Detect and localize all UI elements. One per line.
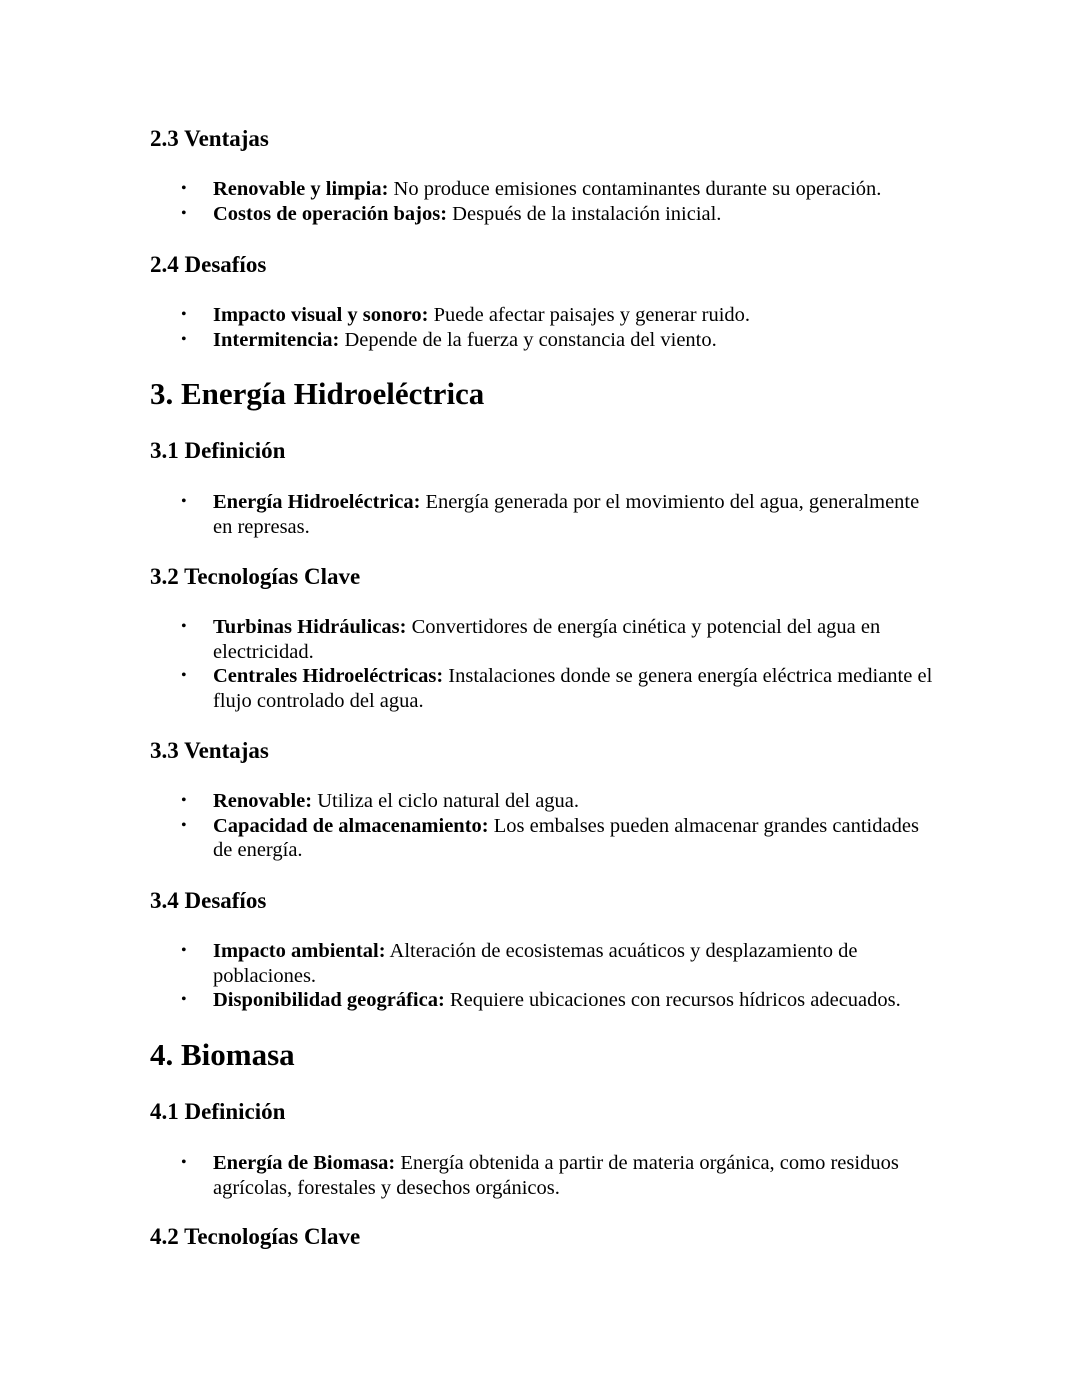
- bullet-icon: •: [181, 180, 187, 197]
- chapter-heading-3: 3. Energía Hidroeléctrica: [150, 376, 485, 411]
- list-item: • Impacto ambiental: Alteración de ecosistemas acuáticos y desplazamiento de poblaciones.: [181, 940, 858, 987]
- chapter-heading-4: 4. Biomasa: [150, 1037, 295, 1072]
- list-item: • Intermitencia: Depende de la fuerza y constancia del viento.: [181, 328, 717, 351]
- bullet-icon: •: [181, 306, 187, 323]
- bullet-icon: •: [181, 667, 187, 684]
- bullet-icon: •: [181, 618, 187, 635]
- section-heading-4-2: 4.2 Tecnologías Clave: [150, 1224, 361, 1249]
- section-heading-3-1: 3.1 Definición: [150, 438, 286, 463]
- bullet-icon: •: [181, 204, 187, 222]
- bullet-list-3-1: [150, 490, 940, 539]
- list-item: • Renovable: Utiliza el ciclo natural del agua.: [181, 790, 580, 812]
- section-heading-4-1: 4.1 Definición: [150, 1099, 286, 1124]
- bullet-icon: •: [181, 816, 187, 834]
- list-item: • Impacto visual y sonoro: Puede afectar paisajes y generar ruido.: [181, 304, 751, 326]
- bullet-icon: •: [181, 1154, 187, 1171]
- bullet-list-3-2: [150, 615, 940, 713]
- bullet-icon: •: [181, 942, 187, 959]
- section-heading-2-4: 2.4 Desafíos: [150, 252, 267, 277]
- bullet-list-4-1: [150, 1151, 940, 1200]
- list-item: • Disponibilidad geográfica: Requiere ubicaciones con recursos hídricos adecuados.: [181, 989, 901, 1011]
- list-item: • Costos de operación bajos: Después de la instalación inicial.: [181, 202, 722, 225]
- bullet-list-3-3: [150, 789, 940, 863]
- bullet-icon: •: [181, 991, 187, 1008]
- bullet-icon: •: [181, 792, 187, 809]
- section-heading-3-4: 3.4 Desafíos: [150, 888, 267, 913]
- list-item: • Energía Hidroeléctrica: Energía generada por el movimiento del agua, generalmente en represas.: [181, 491, 920, 538]
- bullet-list-2-4: [150, 303, 940, 352]
- bullet-icon: •: [181, 493, 187, 510]
- list-item: • Centrales Hidroeléctricas: Instalaciones donde se genera energía eléctrica mediante el flujo controlado del agua.: [181, 665, 933, 712]
- list-item: • Renovable y limpia: No produce emisiones contaminantes durante su operación.: [181, 178, 882, 200]
- bullet-icon: •: [181, 330, 187, 348]
- section-heading-3-2: 3.2 Tecnologías Clave: [150, 564, 361, 589]
- section-heading-3-3: 3.3 Ventajas: [150, 738, 269, 763]
- section-heading-2-3: 2.3 Ventajas: [150, 126, 269, 151]
- bullet-list-2-3: [150, 177, 940, 226]
- list-item: • Capacidad de almacenamiento: Los embalses pueden almacenar grandes cantidades de energía.: [181, 814, 919, 861]
- list-item: • Energía de Biomasa: Energía obtenida a partir de materia orgánica, como residuos agrícolas, forestales y desechos orgánicos.: [181, 1152, 899, 1199]
- bullet-list-3-4: [150, 939, 940, 1013]
- list-item: • Turbinas Hidráulicas: Convertidores de energía cinética y potencial del agua en electricidad.: [181, 616, 881, 663]
